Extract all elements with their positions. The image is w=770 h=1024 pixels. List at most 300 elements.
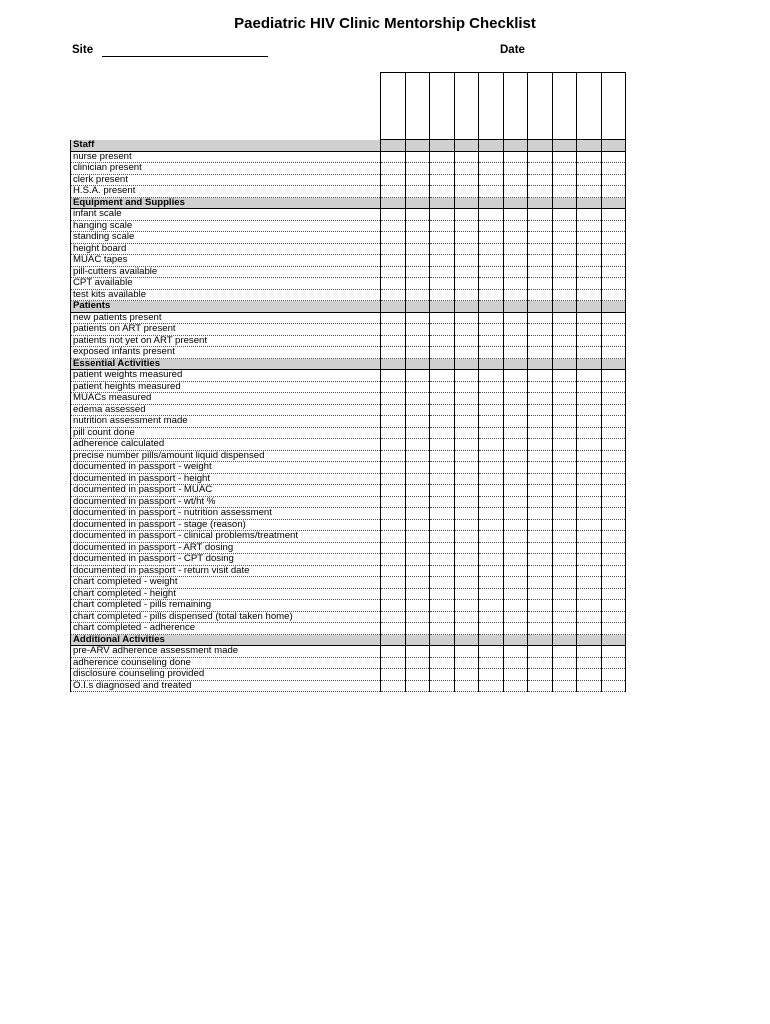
check-cell[interactable] xyxy=(381,140,406,152)
check-cell[interactable] xyxy=(479,565,504,577)
check-cell[interactable] xyxy=(479,232,504,244)
check-cell[interactable] xyxy=(381,680,406,692)
check-cell[interactable] xyxy=(552,508,577,520)
site-input-line[interactable] xyxy=(102,56,268,57)
check-cell[interactable] xyxy=(601,519,626,531)
check-cell[interactable] xyxy=(577,611,602,623)
check-cell[interactable] xyxy=(601,496,626,508)
check-cell[interactable] xyxy=(552,289,577,301)
check-cell[interactable] xyxy=(601,163,626,175)
check-cell[interactable] xyxy=(552,634,577,646)
check-cell[interactable] xyxy=(405,393,430,405)
check-cell[interactable] xyxy=(430,163,455,175)
check-cell[interactable] xyxy=(552,312,577,324)
check-cell[interactable] xyxy=(479,554,504,566)
check-cell[interactable] xyxy=(577,577,602,589)
check-cell[interactable] xyxy=(601,289,626,301)
check-cell[interactable] xyxy=(405,496,430,508)
check-cell[interactable] xyxy=(381,473,406,485)
check-cell[interactable] xyxy=(552,278,577,290)
check-cell[interactable] xyxy=(479,289,504,301)
check-cell[interactable] xyxy=(454,404,479,416)
check-cell[interactable] xyxy=(381,404,406,416)
check-cell[interactable] xyxy=(430,335,455,347)
check-cell[interactable] xyxy=(405,243,430,255)
check-cell[interactable] xyxy=(577,657,602,669)
check-cell[interactable] xyxy=(405,220,430,232)
check-cell[interactable] xyxy=(405,427,430,439)
check-cell[interactable] xyxy=(479,680,504,692)
check-cell[interactable] xyxy=(479,243,504,255)
check-cell[interactable] xyxy=(430,600,455,612)
check-cell[interactable] xyxy=(405,634,430,646)
check-cell[interactable] xyxy=(552,255,577,267)
check-cell[interactable] xyxy=(552,531,577,543)
check-cell[interactable] xyxy=(528,462,553,474)
check-cell[interactable] xyxy=(552,623,577,635)
check-cell[interactable] xyxy=(503,324,528,336)
check-cell[interactable] xyxy=(405,174,430,186)
check-cell[interactable] xyxy=(601,174,626,186)
check-cell[interactable] xyxy=(528,657,553,669)
date-column-header[interactable] xyxy=(405,73,430,140)
check-cell[interactable] xyxy=(381,542,406,554)
check-cell[interactable] xyxy=(454,393,479,405)
check-cell[interactable] xyxy=(577,163,602,175)
check-cell[interactable] xyxy=(381,151,406,163)
check-cell[interactable] xyxy=(381,600,406,612)
check-cell[interactable] xyxy=(528,623,553,635)
check-cell[interactable] xyxy=(577,347,602,359)
check-cell[interactable] xyxy=(405,209,430,221)
check-cell[interactable] xyxy=(454,163,479,175)
check-cell[interactable] xyxy=(479,611,504,623)
check-cell[interactable] xyxy=(405,347,430,359)
check-cell[interactable] xyxy=(552,485,577,497)
check-cell[interactable] xyxy=(381,335,406,347)
check-cell[interactable] xyxy=(528,508,553,520)
check-cell[interactable] xyxy=(405,335,430,347)
check-cell[interactable] xyxy=(454,439,479,451)
check-cell[interactable] xyxy=(381,577,406,589)
check-cell[interactable] xyxy=(430,393,455,405)
check-cell[interactable] xyxy=(405,416,430,428)
check-cell[interactable] xyxy=(503,657,528,669)
check-cell[interactable] xyxy=(381,163,406,175)
check-cell[interactable] xyxy=(381,220,406,232)
check-cell[interactable] xyxy=(577,370,602,382)
check-cell[interactable] xyxy=(577,220,602,232)
check-cell[interactable] xyxy=(454,554,479,566)
check-cell[interactable] xyxy=(503,289,528,301)
check-cell[interactable] xyxy=(577,680,602,692)
check-cell[interactable] xyxy=(381,186,406,198)
check-cell[interactable] xyxy=(552,370,577,382)
check-cell[interactable] xyxy=(577,381,602,393)
check-cell[interactable] xyxy=(405,450,430,462)
check-cell[interactable] xyxy=(430,381,455,393)
check-cell[interactable] xyxy=(454,462,479,474)
check-cell[interactable] xyxy=(430,450,455,462)
check-cell[interactable] xyxy=(479,393,504,405)
check-cell[interactable] xyxy=(454,473,479,485)
check-cell[interactable] xyxy=(381,209,406,221)
check-cell[interactable] xyxy=(552,450,577,462)
check-cell[interactable] xyxy=(552,416,577,428)
check-cell[interactable] xyxy=(479,588,504,600)
check-cell[interactable] xyxy=(479,301,504,313)
check-cell[interactable] xyxy=(381,611,406,623)
check-cell[interactable] xyxy=(601,439,626,451)
check-cell[interactable] xyxy=(503,255,528,267)
check-cell[interactable] xyxy=(430,439,455,451)
check-cell[interactable] xyxy=(528,531,553,543)
check-cell[interactable] xyxy=(528,439,553,451)
check-cell[interactable] xyxy=(454,496,479,508)
check-cell[interactable] xyxy=(430,140,455,152)
check-cell[interactable] xyxy=(454,358,479,370)
check-cell[interactable] xyxy=(479,312,504,324)
check-cell[interactable] xyxy=(503,600,528,612)
check-cell[interactable] xyxy=(454,370,479,382)
check-cell[interactable] xyxy=(454,381,479,393)
check-cell[interactable] xyxy=(503,611,528,623)
check-cell[interactable] xyxy=(405,680,430,692)
check-cell[interactable] xyxy=(405,623,430,635)
check-cell[interactable] xyxy=(430,404,455,416)
check-cell[interactable] xyxy=(601,220,626,232)
check-cell[interactable] xyxy=(577,634,602,646)
check-cell[interactable] xyxy=(528,450,553,462)
check-cell[interactable] xyxy=(454,427,479,439)
check-cell[interactable] xyxy=(503,565,528,577)
check-cell[interactable] xyxy=(577,416,602,428)
check-cell[interactable] xyxy=(381,669,406,681)
check-cell[interactable] xyxy=(430,577,455,589)
check-cell[interactable] xyxy=(503,427,528,439)
check-cell[interactable] xyxy=(430,565,455,577)
check-cell[interactable] xyxy=(503,151,528,163)
check-cell[interactable] xyxy=(528,646,553,658)
check-cell[interactable] xyxy=(528,554,553,566)
check-cell[interactable] xyxy=(405,324,430,336)
check-cell[interactable] xyxy=(454,611,479,623)
check-cell[interactable] xyxy=(577,301,602,313)
check-cell[interactable] xyxy=(479,646,504,658)
check-cell[interactable] xyxy=(577,312,602,324)
check-cell[interactable] xyxy=(528,611,553,623)
check-cell[interactable] xyxy=(454,600,479,612)
check-cell[interactable] xyxy=(503,439,528,451)
check-cell[interactable] xyxy=(601,577,626,589)
check-cell[interactable] xyxy=(503,646,528,658)
check-cell[interactable] xyxy=(577,243,602,255)
check-cell[interactable] xyxy=(454,324,479,336)
check-cell[interactable] xyxy=(577,151,602,163)
check-cell[interactable] xyxy=(454,335,479,347)
check-cell[interactable] xyxy=(577,531,602,543)
check-cell[interactable] xyxy=(430,646,455,658)
date-column-header[interactable] xyxy=(577,73,602,140)
check-cell[interactable] xyxy=(528,542,553,554)
check-cell[interactable] xyxy=(430,220,455,232)
check-cell[interactable] xyxy=(479,370,504,382)
check-cell[interactable] xyxy=(479,324,504,336)
check-cell[interactable] xyxy=(577,646,602,658)
check-cell[interactable] xyxy=(454,347,479,359)
check-cell[interactable] xyxy=(430,266,455,278)
check-cell[interactable] xyxy=(577,565,602,577)
check-cell[interactable] xyxy=(528,163,553,175)
check-cell[interactable] xyxy=(552,358,577,370)
check-cell[interactable] xyxy=(381,462,406,474)
check-cell[interactable] xyxy=(479,381,504,393)
check-cell[interactable] xyxy=(405,588,430,600)
check-cell[interactable] xyxy=(552,140,577,152)
check-cell[interactable] xyxy=(430,588,455,600)
check-cell[interactable] xyxy=(479,255,504,267)
check-cell[interactable] xyxy=(601,473,626,485)
check-cell[interactable] xyxy=(381,554,406,566)
check-cell[interactable] xyxy=(601,151,626,163)
check-cell[interactable] xyxy=(577,140,602,152)
check-cell[interactable] xyxy=(528,427,553,439)
check-cell[interactable] xyxy=(503,220,528,232)
check-cell[interactable] xyxy=(577,209,602,221)
check-cell[interactable] xyxy=(503,174,528,186)
check-cell[interactable] xyxy=(528,312,553,324)
check-cell[interactable] xyxy=(454,186,479,198)
check-cell[interactable] xyxy=(479,542,504,554)
check-cell[interactable] xyxy=(601,542,626,554)
check-cell[interactable] xyxy=(528,324,553,336)
check-cell[interactable] xyxy=(503,186,528,198)
check-cell[interactable] xyxy=(552,174,577,186)
check-cell[interactable] xyxy=(454,232,479,244)
check-cell[interactable] xyxy=(479,496,504,508)
check-cell[interactable] xyxy=(454,416,479,428)
check-cell[interactable] xyxy=(601,324,626,336)
check-cell[interactable] xyxy=(405,266,430,278)
check-cell[interactable] xyxy=(454,278,479,290)
check-cell[interactable] xyxy=(577,393,602,405)
check-cell[interactable] xyxy=(454,266,479,278)
check-cell[interactable] xyxy=(381,174,406,186)
check-cell[interactable] xyxy=(577,554,602,566)
check-cell[interactable] xyxy=(577,232,602,244)
check-cell[interactable] xyxy=(601,634,626,646)
check-cell[interactable] xyxy=(381,370,406,382)
check-cell[interactable] xyxy=(503,347,528,359)
check-cell[interactable] xyxy=(454,577,479,589)
date-column-header[interactable] xyxy=(503,73,528,140)
check-cell[interactable] xyxy=(528,404,553,416)
check-cell[interactable] xyxy=(430,496,455,508)
check-cell[interactable] xyxy=(503,634,528,646)
check-cell[interactable] xyxy=(405,600,430,612)
check-cell[interactable] xyxy=(381,450,406,462)
check-cell[interactable] xyxy=(528,473,553,485)
check-cell[interactable] xyxy=(479,669,504,681)
check-cell[interactable] xyxy=(454,312,479,324)
check-cell[interactable] xyxy=(430,370,455,382)
check-cell[interactable] xyxy=(552,335,577,347)
check-cell[interactable] xyxy=(405,186,430,198)
check-cell[interactable] xyxy=(381,439,406,451)
check-cell[interactable] xyxy=(577,324,602,336)
check-cell[interactable] xyxy=(528,278,553,290)
check-cell[interactable] xyxy=(381,657,406,669)
check-cell[interactable] xyxy=(479,600,504,612)
check-cell[interactable] xyxy=(405,381,430,393)
check-cell[interactable] xyxy=(552,243,577,255)
check-cell[interactable] xyxy=(430,358,455,370)
check-cell[interactable] xyxy=(503,232,528,244)
check-cell[interactable] xyxy=(552,473,577,485)
check-cell[interactable] xyxy=(430,623,455,635)
date-column-header[interactable] xyxy=(528,73,553,140)
check-cell[interactable] xyxy=(430,197,455,209)
check-cell[interactable] xyxy=(405,508,430,520)
check-cell[interactable] xyxy=(503,531,528,543)
check-cell[interactable] xyxy=(381,565,406,577)
check-cell[interactable] xyxy=(552,197,577,209)
check-cell[interactable] xyxy=(405,301,430,313)
check-cell[interactable] xyxy=(601,381,626,393)
check-cell[interactable] xyxy=(479,266,504,278)
check-cell[interactable] xyxy=(381,243,406,255)
check-cell[interactable] xyxy=(381,255,406,267)
check-cell[interactable] xyxy=(405,197,430,209)
check-cell[interactable] xyxy=(454,209,479,221)
check-cell[interactable] xyxy=(479,335,504,347)
check-cell[interactable] xyxy=(430,680,455,692)
check-cell[interactable] xyxy=(552,209,577,221)
check-cell[interactable] xyxy=(503,301,528,313)
check-cell[interactable] xyxy=(528,634,553,646)
check-cell[interactable] xyxy=(552,324,577,336)
check-cell[interactable] xyxy=(552,404,577,416)
check-cell[interactable] xyxy=(454,450,479,462)
check-cell[interactable] xyxy=(430,508,455,520)
check-cell[interactable] xyxy=(454,519,479,531)
check-cell[interactable] xyxy=(381,485,406,497)
check-cell[interactable] xyxy=(503,485,528,497)
check-cell[interactable] xyxy=(479,623,504,635)
check-cell[interactable] xyxy=(405,669,430,681)
check-cell[interactable] xyxy=(552,496,577,508)
check-cell[interactable] xyxy=(601,462,626,474)
check-cell[interactable] xyxy=(577,278,602,290)
check-cell[interactable] xyxy=(528,209,553,221)
check-cell[interactable] xyxy=(528,519,553,531)
check-cell[interactable] xyxy=(528,347,553,359)
check-cell[interactable] xyxy=(454,140,479,152)
check-cell[interactable] xyxy=(430,209,455,221)
check-cell[interactable] xyxy=(479,450,504,462)
check-cell[interactable] xyxy=(577,197,602,209)
check-cell[interactable] xyxy=(381,646,406,658)
check-cell[interactable] xyxy=(503,473,528,485)
check-cell[interactable] xyxy=(405,473,430,485)
check-cell[interactable] xyxy=(405,657,430,669)
check-cell[interactable] xyxy=(405,462,430,474)
check-cell[interactable] xyxy=(601,657,626,669)
check-cell[interactable] xyxy=(601,358,626,370)
check-cell[interactable] xyxy=(430,174,455,186)
check-cell[interactable] xyxy=(454,289,479,301)
check-cell[interactable] xyxy=(577,623,602,635)
check-cell[interactable] xyxy=(454,669,479,681)
check-cell[interactable] xyxy=(479,531,504,543)
check-cell[interactable] xyxy=(552,220,577,232)
check-cell[interactable] xyxy=(405,577,430,589)
check-cell[interactable] xyxy=(577,485,602,497)
check-cell[interactable] xyxy=(405,565,430,577)
check-cell[interactable] xyxy=(479,427,504,439)
check-cell[interactable] xyxy=(430,669,455,681)
check-cell[interactable] xyxy=(601,370,626,382)
check-cell[interactable] xyxy=(528,289,553,301)
date-column-header[interactable] xyxy=(601,73,626,140)
check-cell[interactable] xyxy=(528,496,553,508)
check-cell[interactable] xyxy=(430,324,455,336)
check-cell[interactable] xyxy=(479,462,504,474)
check-cell[interactable] xyxy=(381,634,406,646)
check-cell[interactable] xyxy=(577,600,602,612)
check-cell[interactable] xyxy=(430,289,455,301)
check-cell[interactable] xyxy=(577,427,602,439)
check-cell[interactable] xyxy=(454,657,479,669)
check-cell[interactable] xyxy=(479,439,504,451)
check-cell[interactable] xyxy=(601,508,626,520)
check-cell[interactable] xyxy=(601,485,626,497)
check-cell[interactable] xyxy=(552,151,577,163)
check-cell[interactable] xyxy=(601,404,626,416)
check-cell[interactable] xyxy=(430,278,455,290)
check-cell[interactable] xyxy=(552,519,577,531)
check-cell[interactable] xyxy=(503,243,528,255)
check-cell[interactable] xyxy=(479,634,504,646)
check-cell[interactable] xyxy=(503,393,528,405)
check-cell[interactable] xyxy=(601,197,626,209)
check-cell[interactable] xyxy=(454,623,479,635)
check-cell[interactable] xyxy=(479,220,504,232)
check-cell[interactable] xyxy=(430,416,455,428)
check-cell[interactable] xyxy=(479,485,504,497)
check-cell[interactable] xyxy=(528,485,553,497)
check-cell[interactable] xyxy=(479,186,504,198)
check-cell[interactable] xyxy=(552,680,577,692)
check-cell[interactable] xyxy=(503,278,528,290)
check-cell[interactable] xyxy=(381,232,406,244)
check-cell[interactable] xyxy=(577,335,602,347)
check-cell[interactable] xyxy=(528,255,553,267)
check-cell[interactable] xyxy=(479,508,504,520)
check-cell[interactable] xyxy=(381,324,406,336)
check-cell[interactable] xyxy=(601,450,626,462)
check-cell[interactable] xyxy=(405,519,430,531)
check-cell[interactable] xyxy=(405,370,430,382)
check-cell[interactable] xyxy=(479,347,504,359)
check-cell[interactable] xyxy=(479,197,504,209)
check-cell[interactable] xyxy=(430,186,455,198)
check-cell[interactable] xyxy=(454,565,479,577)
check-cell[interactable] xyxy=(454,220,479,232)
check-cell[interactable] xyxy=(479,657,504,669)
check-cell[interactable] xyxy=(577,588,602,600)
check-cell[interactable] xyxy=(405,278,430,290)
